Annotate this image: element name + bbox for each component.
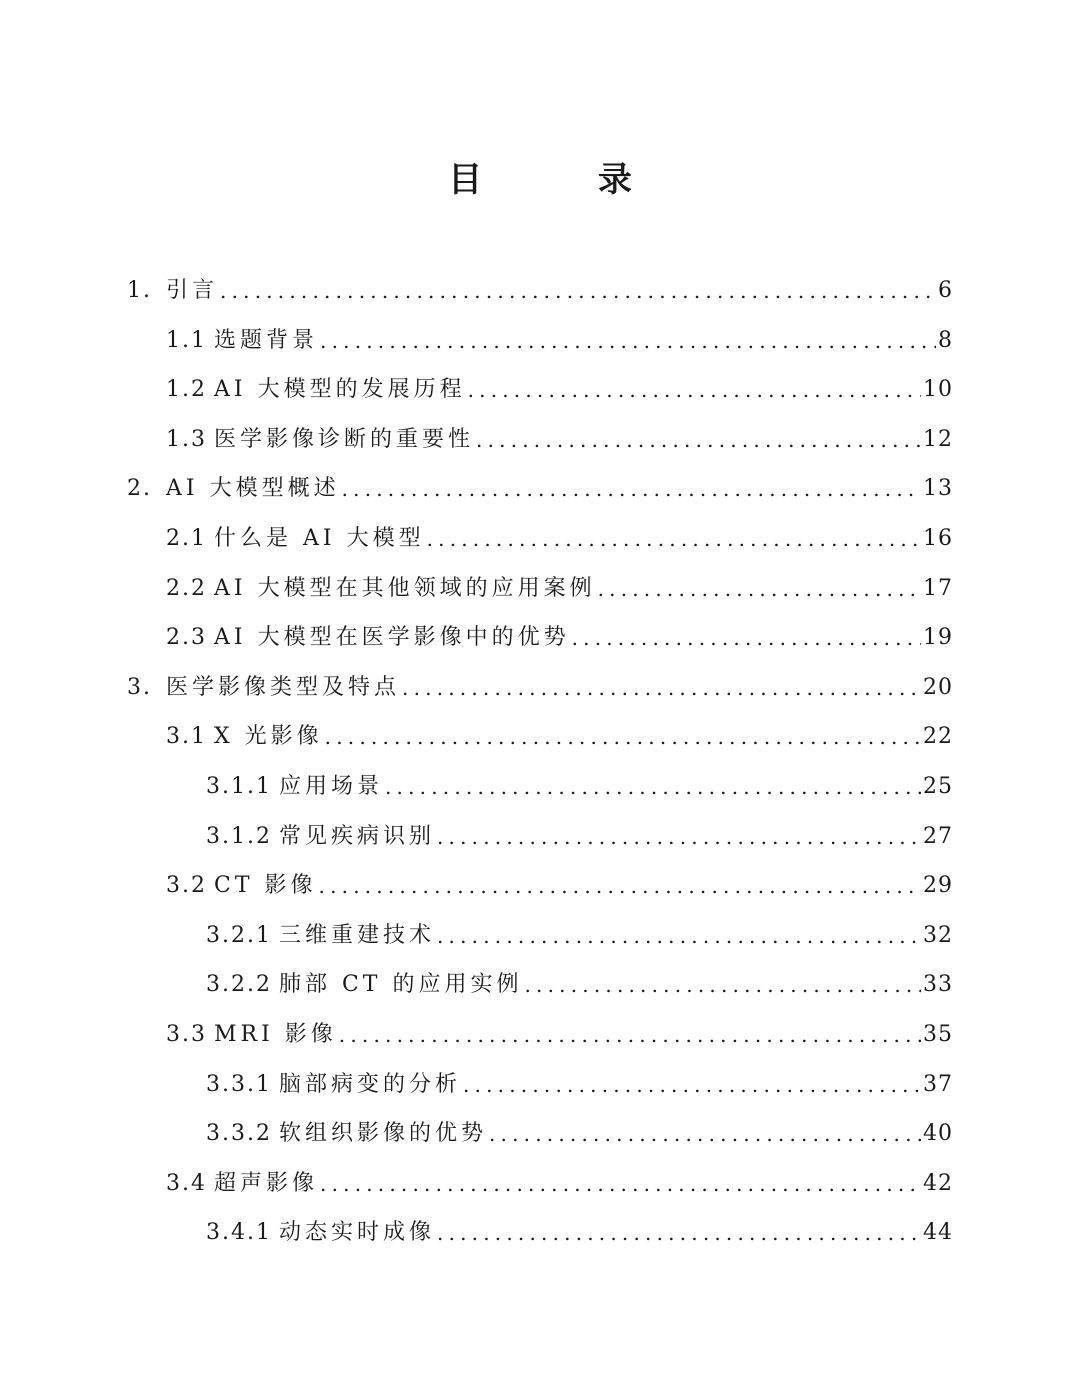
- entry-page-number: 42: [923, 1170, 953, 1196]
- toc-entry[interactable]: [206, 812, 953, 862]
- entry-page-number: 17: [923, 575, 953, 601]
- entry-number: 1.3: [166, 426, 207, 452]
- entry-title: AI 大模型概述: [166, 476, 340, 502]
- dot-leader: [476, 415, 921, 465]
- entry-title: 脑部病变的分析: [278, 1071, 461, 1097]
- entry-title: 医学影像类型及特点: [166, 674, 401, 700]
- dot-leader: [220, 266, 936, 316]
- entry-page-number: 13: [923, 476, 953, 502]
- entry-title: CT 影像: [214, 873, 317, 899]
- entry-page-number: 29: [923, 873, 953, 899]
- dot-leader: [437, 911, 921, 961]
- toc-entry[interactable]: [166, 1010, 953, 1060]
- entry-title: 肺部 CT 的应用实例: [278, 972, 523, 998]
- dot-leader: [342, 464, 921, 514]
- dot-leader: [385, 762, 921, 812]
- entry-title: 什么是 AI 大模型: [214, 526, 425, 551]
- toc-entry[interactable]: [127, 266, 953, 316]
- entry-number: 3.4: [166, 1170, 207, 1196]
- dot-leader: [402, 663, 921, 713]
- entry-page-number: 16: [923, 526, 953, 551]
- toc-entry[interactable]: [166, 365, 953, 415]
- toc-entry[interactable]: [166, 1159, 953, 1209]
- entry-number: 1.1: [166, 327, 207, 353]
- entry-number: 3.: [127, 674, 152, 700]
- dot-leader: [524, 960, 921, 1010]
- toc-entry[interactable]: [166, 514, 953, 564]
- dot-leader: [468, 365, 921, 415]
- dot-leader: [320, 316, 936, 366]
- entry-number: 3.1: [166, 724, 207, 750]
- entry-page-number: 35: [923, 1022, 953, 1047]
- entry-page-number: 33: [923, 972, 953, 998]
- toc-entry[interactable]: [206, 911, 953, 961]
- entry-title: 常见疾病识别: [278, 823, 435, 849]
- entry-title: AI 大模型在其他领域的应用案例: [214, 575, 596, 601]
- entry-number: 1.: [127, 278, 152, 303]
- entry-number: 3.1.2: [206, 823, 272, 849]
- entry-page-number: 27: [923, 823, 953, 849]
- entry-page-number: 20: [923, 674, 953, 700]
- toc-entry[interactable]: [127, 663, 953, 713]
- dot-leader: [325, 712, 921, 762]
- entry-number: 2.2: [166, 575, 207, 601]
- entry-number: 2.1: [166, 526, 207, 551]
- entry-title: 三维重建技术: [278, 922, 435, 948]
- dot-leader: [427, 514, 921, 564]
- entry-number: 3.2: [166, 873, 207, 899]
- toc-title: 目 录: [448, 160, 684, 200]
- entry-number: 3.2.1: [206, 922, 272, 948]
- toc-entry[interactable]: [166, 316, 953, 366]
- entry-title: X 光影像: [214, 724, 323, 750]
- entry-page-number: 12: [923, 426, 953, 452]
- toc-entry[interactable]: [127, 464, 953, 514]
- dot-leader: [572, 613, 921, 663]
- entry-number: 3.3.2: [206, 1121, 272, 1147]
- entry-page-number: 10: [923, 377, 953, 403]
- entry-page-number: 25: [923, 774, 953, 799]
- entry-title: 医学影像诊断的重要性: [214, 426, 475, 452]
- entry-title: 动态实时成像: [278, 1220, 435, 1246]
- entry-page-number: 6: [938, 278, 953, 303]
- toc-entry[interactable]: [206, 1060, 953, 1110]
- entry-number: 3.2.2: [206, 972, 272, 998]
- entry-title: 超声影像: [214, 1170, 319, 1196]
- entry-page-number: 44: [923, 1220, 953, 1246]
- toc-entry[interactable]: [206, 960, 953, 1010]
- dot-leader: [437, 1208, 921, 1258]
- entry-title: 选题背景: [214, 327, 319, 353]
- entry-number: 3.1.1: [206, 774, 272, 799]
- dot-leader: [437, 812, 921, 862]
- dot-leader: [320, 1159, 921, 1209]
- toc-entry[interactable]: [166, 712, 953, 762]
- entry-title: 应用场景: [278, 774, 383, 799]
- toc-entry[interactable]: [166, 613, 953, 663]
- entry-title: AI 大模型的发展历程: [214, 377, 466, 403]
- dot-leader: [463, 1060, 921, 1110]
- toc-entry[interactable]: [206, 1208, 953, 1258]
- entry-page-number: 22: [923, 724, 953, 750]
- entry-number: 1.2: [166, 377, 207, 403]
- toc-entry[interactable]: [166, 861, 953, 911]
- entry-page-number: 32: [923, 922, 953, 948]
- entry-number: 3.4.1: [206, 1220, 272, 1246]
- dot-leader: [598, 564, 921, 614]
- entry-number: 3.3: [166, 1022, 207, 1047]
- entry-number: 2.3: [166, 625, 207, 651]
- entry-title: 软组织影像的优势: [278, 1121, 487, 1147]
- entry-title: MRI 影像: [214, 1022, 337, 1047]
- entry-number: 3.3.1: [206, 1071, 272, 1097]
- entry-page-number: 8: [938, 327, 953, 353]
- entry-page-number: 40: [923, 1121, 953, 1147]
- dot-leader: [489, 1109, 921, 1159]
- toc-entry[interactable]: [206, 1109, 953, 1159]
- entry-title: AI 大模型在医学影像中的优势: [214, 625, 570, 651]
- entry-page-number: 37: [923, 1071, 953, 1097]
- dot-leader: [339, 1010, 921, 1060]
- entry-page-number: 19: [923, 625, 953, 651]
- entry-number: 2.: [127, 476, 152, 502]
- entry-title: 引言: [166, 278, 219, 303]
- toc-entry[interactable]: [206, 762, 953, 812]
- toc-entry[interactable]: [166, 415, 953, 465]
- dot-leader: [319, 861, 921, 911]
- toc-entry[interactable]: [166, 564, 953, 614]
